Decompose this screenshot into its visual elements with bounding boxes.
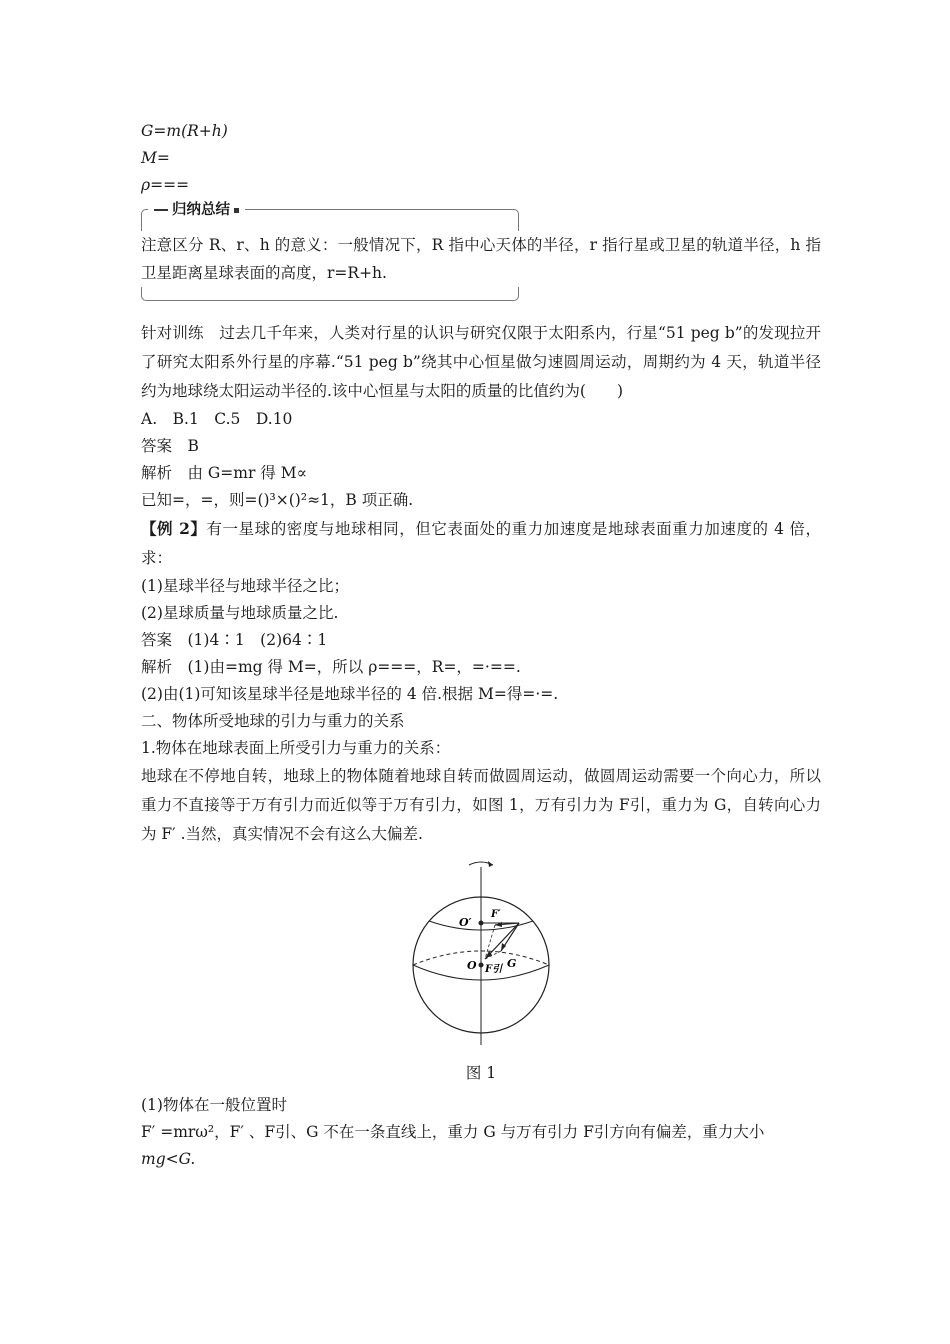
formula-line-1: G=m(R+h) [141, 122, 228, 140]
practice-question: 针对训练 过去几千年来，人类对行星的认识与研究仅限于太阳系内，行星“51 peg b”的发现拉开了研究太阳系外行星的序幕.“51 peg b”绕其中心恒星做匀速圆周运动，周期约为 4 天，轨道半径约为地球绕太阳运动半径的.该中心恒星与太阳的质量的比值约为( ) [141, 324, 821, 400]
section2-heading: 二、物体所受地球的引力与重力的关系 [141, 712, 405, 730]
example2-analysis-1: 解析 (1)由=mg 得 M=，所以 ρ===，R=，=·==. [141, 658, 521, 676]
title-dash-decoration [154, 209, 168, 211]
example2-q1: (1)星球半径与地球半径之比； [141, 577, 349, 595]
general-line-2: mg<G. [141, 1150, 196, 1168]
practice-options: A. B.1 C.5 D.10 [141, 410, 293, 428]
label-g: G [507, 957, 517, 970]
summary-title-text: 归纳总结 [172, 202, 230, 218]
summary-title [148, 200, 245, 220]
summary-text: 注意区分 R、r、h 的意义：一般情况下，R 指中心天体的半径，r 指行星或卫星的轨道半径，h 指卫星距离星球表面的高度，r=R+h. [141, 236, 821, 282]
rotation-arrowhead-icon [488, 861, 493, 867]
summary-section [141, 202, 821, 313]
label-f-prime: F′ [491, 909, 501, 920]
example2-question-text: 有一星球的密度与地球相同，但它表面处的重力加速度是地球表面重力加速度的 4 倍，求： [141, 520, 821, 567]
example2-tag: 【例 2】 [141, 519, 207, 538]
formula-line-3: ρ=== [141, 176, 190, 194]
example2-q2: (2)星球质量与地球质量之比. [141, 604, 339, 622]
title-square-decoration [234, 208, 239, 213]
figure-caption: 图 1 [465, 1064, 497, 1082]
label-o-prime: O′ [459, 916, 472, 929]
label-f-yin: F引 [485, 964, 503, 975]
section2-point1: 1.物体在地球表面上所受引力与重力的关系： [141, 739, 451, 757]
practice-analysis-1: 解析 由 G=mr 得 M∝ [141, 464, 308, 482]
section2-paragraph: 地球在不停地自转，地球上的物体随着地球自转而做圆周运动，做圆周运动需要一个向心力，所以重力不直接等于万有引力而近似等于万有引力，如图 1，万有引力为 F引，重力为 G，自转向心力为 F′ .当然，真实情况不会有这么大偏差. [141, 767, 821, 843]
label-o: O [467, 959, 477, 972]
figure-1 [141, 855, 821, 1060]
general-line-1: F′ =mrω²，F′ 、F引、G 不在一条直线上，重力 G 与万有引力 F引方向有偏差，重力大小 [141, 1123, 765, 1141]
formula-line-2: M= [141, 149, 170, 167]
practice-answer: 答案 B [141, 437, 199, 455]
example2-analysis-2: (2)由(1)可知该星球半径是地球半径的 4 倍.根据 M=得=·=. [141, 685, 559, 703]
document-body [141, 118, 821, 1173]
practice-analysis-2: 已知=，=，则=()³×()²≈1，B 项正确. [141, 491, 414, 509]
example2-answer: 答案 (1)4∶1 (2)64∶1 [141, 631, 328, 649]
example2-question [141, 514, 821, 573]
center-o-dot [479, 963, 484, 968]
earth-force-diagram [411, 855, 551, 1055]
general-heading: (1)物体在一般位置时 [141, 1096, 287, 1114]
